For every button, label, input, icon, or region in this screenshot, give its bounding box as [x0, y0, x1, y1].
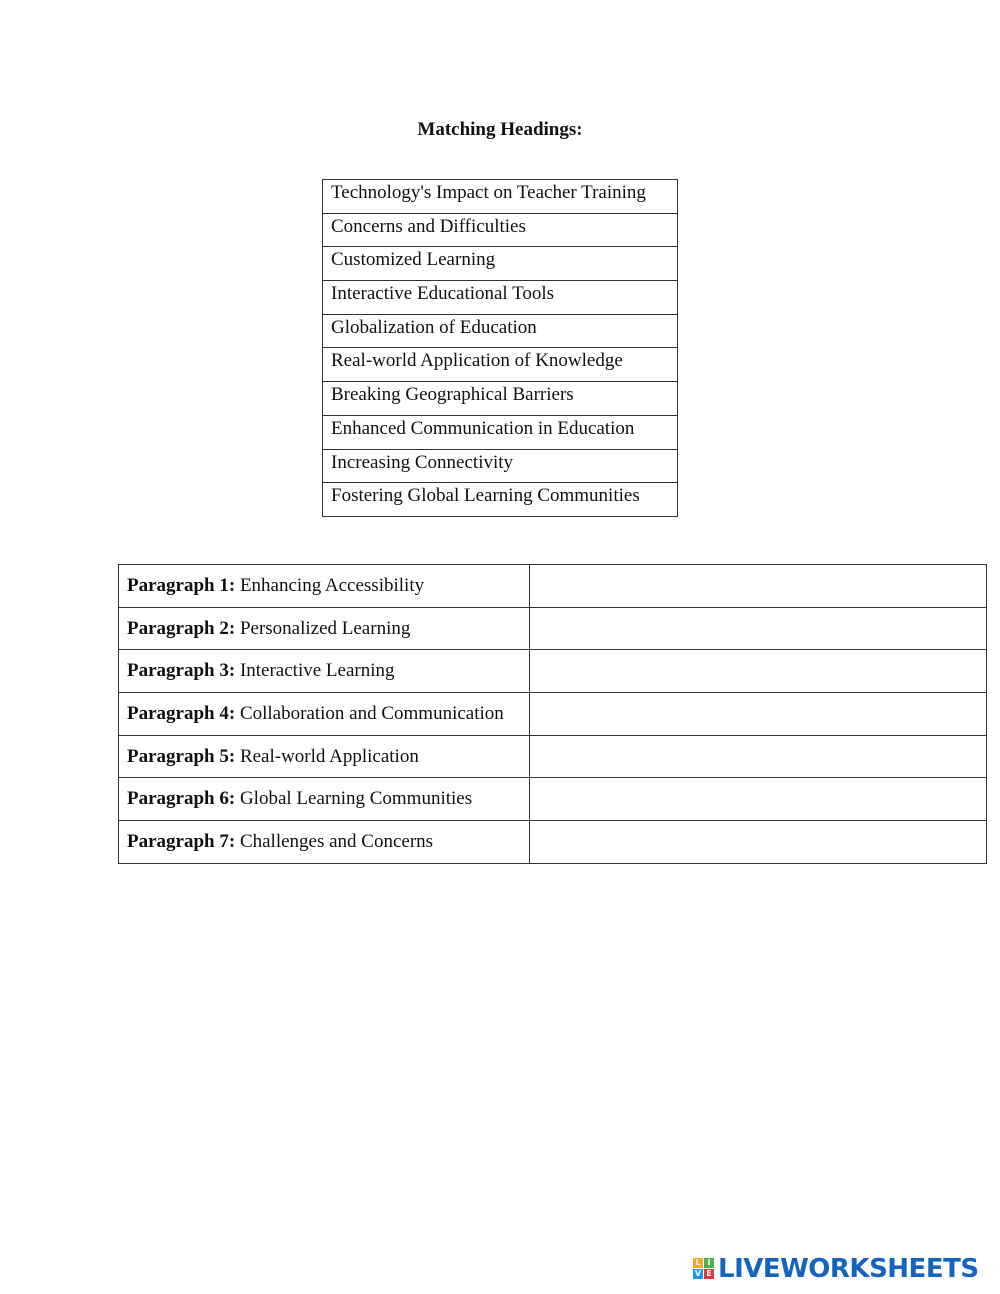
heading-row: [323, 180, 678, 214]
liveworksheets-logo-icon: [693, 1258, 715, 1280]
heading-option: Enhanced Communication in Education: [323, 415, 678, 449]
paragraph-topic: Interactive Learning: [235, 660, 395, 682]
paragraph-label: [119, 565, 530, 608]
paragraph-label: [119, 607, 530, 650]
liveworksheets-logo: [693, 1254, 993, 1284]
logo-tile-e: E: [704, 1269, 714, 1279]
paragraph-row: [119, 778, 987, 821]
heading-row: [323, 415, 678, 449]
paragraph-row: [119, 650, 987, 693]
paragraph-number: Paragraph 5:: [127, 745, 236, 767]
paragraph-label: [119, 735, 530, 778]
logo-tile-i: I: [704, 1258, 714, 1268]
paragraph-row: [119, 565, 987, 608]
paragraph-row: [119, 735, 987, 778]
paragraph-label: [119, 821, 530, 864]
worksheet-title: Matching Headings:: [417, 119, 583, 140]
paragraph-number: Paragraph 6:: [127, 788, 236, 810]
heading-row: [323, 382, 678, 416]
headings-table: [322, 179, 678, 517]
heading-row: [323, 281, 678, 315]
answer-field[interactable]: [530, 778, 987, 821]
paragraph-topic: Enhancing Accessibility: [235, 574, 425, 596]
heading-row: [323, 213, 678, 247]
heading-row: [323, 348, 678, 382]
paragraph-topic: Personalized Learning: [235, 617, 411, 639]
answer-field[interactable]: [530, 607, 987, 650]
heading-option: Interactive Educational Tools: [323, 281, 678, 315]
heading-option: Breaking Geographical Barriers: [323, 382, 678, 416]
paragraph-matching-table: [118, 564, 987, 864]
paragraph-row: [119, 693, 987, 736]
answer-field[interactable]: [530, 650, 987, 693]
answer-field[interactable]: [530, 735, 987, 778]
paragraph-label: [119, 778, 530, 821]
heading-option: Concerns and Difficulties: [323, 213, 678, 247]
answer-field[interactable]: [530, 565, 987, 608]
logo-tile-l: L: [693, 1258, 703, 1268]
paragraph-topic: Collaboration and Communication: [235, 702, 504, 724]
answer-field[interactable]: [530, 821, 987, 864]
paragraph-topic: Challenges and Concerns: [235, 830, 434, 852]
heading-option: Globalization of Education: [323, 314, 678, 348]
paragraph-label: [119, 693, 530, 736]
paragraph-topic: Real-world Application: [235, 745, 419, 767]
paragraph-number: Paragraph 1:: [127, 574, 236, 596]
paragraph-row: [119, 821, 987, 864]
heading-row: [323, 483, 678, 517]
heading-option: Customized Learning: [323, 247, 678, 281]
heading-option: Technology's Impact on Teacher Training: [323, 180, 678, 214]
paragraph-label: [119, 650, 530, 693]
heading-row: [323, 247, 678, 281]
heading-row: [323, 449, 678, 483]
paragraph-row: [119, 607, 987, 650]
paragraph-number: Paragraph 7:: [127, 830, 236, 852]
heading-option: Fostering Global Learning Communities: [323, 483, 678, 517]
paragraph-number: Paragraph 2:: [127, 617, 236, 639]
paragraph-number: Paragraph 3:: [127, 660, 236, 682]
answer-field[interactable]: [530, 693, 987, 736]
paragraph-topic: Global Learning Communities: [235, 788, 473, 810]
heading-option: Real-world Application of Knowledge: [323, 348, 678, 382]
heading-option: Increasing Connectivity: [323, 449, 678, 483]
paragraph-number: Paragraph 4:: [127, 702, 236, 724]
heading-row: [323, 314, 678, 348]
liveworksheets-logo-text: LIVEWORKSHEETS: [718, 1254, 979, 1284]
logo-tile-v: V: [694, 1269, 702, 1278]
